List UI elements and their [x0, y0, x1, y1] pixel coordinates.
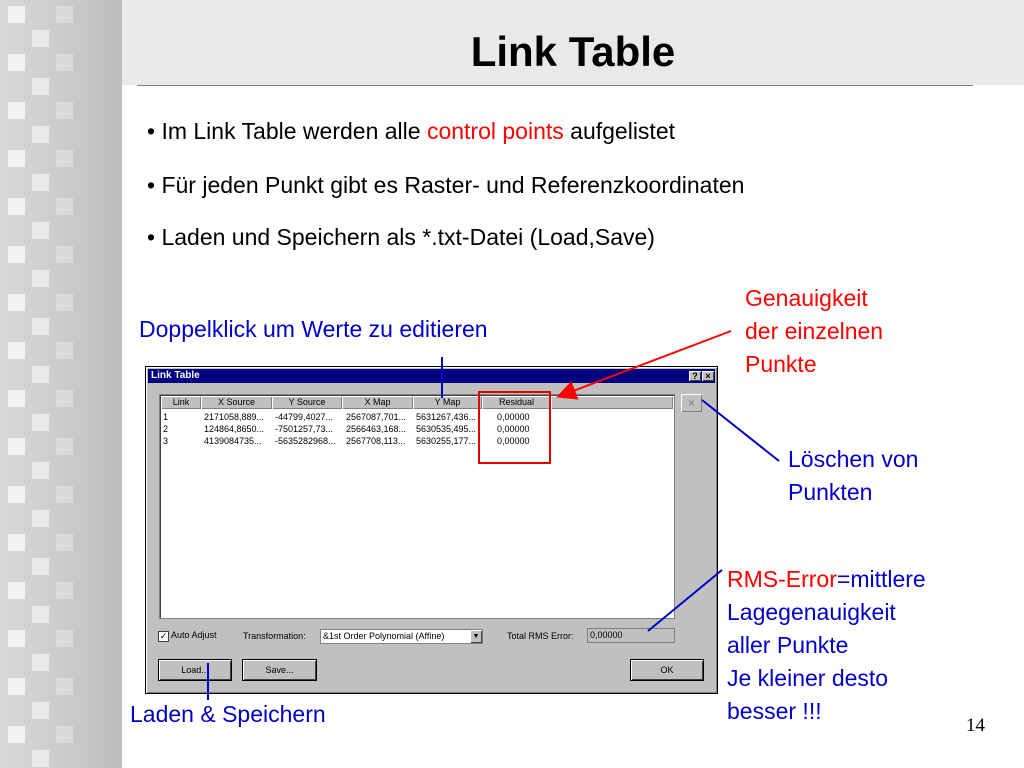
delete-connector: [702, 400, 779, 461]
annotation-line: Punkte: [745, 351, 817, 377]
transformation-label: Transformation:: [243, 631, 306, 641]
delete-icon: ×: [687, 396, 695, 410]
column-header-y-source[interactable]: Y Source: [272, 396, 342, 409]
cell-x-source: 2171058,889...: [204, 412, 265, 422]
cell-residual: 0,00000: [497, 436, 530, 446]
cell-x-source: 4139084735...: [204, 436, 262, 446]
rms-connector: [648, 570, 722, 631]
annotation-line: Punkten: [788, 479, 873, 505]
cell-y-source: -7501257,73...: [275, 424, 334, 434]
bullet-load-save: • Laden und Speichern als *.txt-Datei (Load,Save): [147, 224, 655, 250]
column-header-x-source[interactable]: X Source: [201, 396, 272, 409]
help-button[interactable]: ?: [689, 371, 701, 381]
annotation-line: Genauigkeit: [745, 285, 868, 311]
close-button[interactable]: ×: [702, 371, 714, 381]
column-header-y-map[interactable]: Y Map: [413, 396, 482, 409]
page-number: 14: [966, 715, 985, 736]
cell-residual: 0,00000: [497, 424, 530, 434]
annotation-load-save: Laden & Speichern: [130, 701, 326, 727]
auto-adjust-label: Auto Adjust: [171, 630, 217, 640]
auto-adjust-checkbox[interactable]: ✓: [159, 631, 168, 641]
bullet-coordinates: • Für jeden Punkt gibt es Raster- und Referenzkoordinaten: [147, 172, 745, 198]
save-button[interactable]: Save...: [243, 660, 316, 680]
annotation-line: besser !!!: [727, 698, 822, 724]
bullet-text: • Im Link Table werden alle: [147, 118, 427, 144]
annotation-line: aller Punkte: [727, 632, 849, 658]
accuracy-arrow: [560, 331, 731, 396]
annotation-edit-hint: Doppelklick um Werte zu editieren: [139, 316, 488, 342]
highlight-control-points: control points: [426, 118, 564, 144]
cell-link: 1: [163, 412, 169, 422]
total-rms-label: Total RMS Error:: [507, 631, 574, 641]
ok-button[interactable]: OK: [631, 660, 703, 680]
rms-error-term: RMS-Error: [727, 566, 837, 592]
column-header-x-map[interactable]: X Map: [342, 396, 413, 409]
annotation-text: =mittlere: [836, 566, 926, 592]
cell-x-map: 2567708,113...: [346, 436, 406, 446]
annotation-line: Löschen von: [788, 446, 919, 472]
cell-y-map: 5630255,177...: [416, 436, 477, 446]
annotation-line: Lagegenauigkeit: [727, 599, 896, 625]
dialog-title: Link Table: [151, 370, 200, 381]
cell-x-map: 2566463,168...: [346, 424, 407, 434]
cell-link: 3: [163, 436, 169, 446]
cell-x-source: 124864,8650...: [204, 424, 265, 434]
transformation-value: &1st Order Polynomial (Affine): [323, 631, 445, 641]
chevron-down-icon[interactable]: ▼: [470, 630, 482, 643]
cell-link: 2: [163, 424, 169, 434]
cell-y-map: 5630535,495...: [416, 424, 477, 434]
annotation-line: Je kleiner desto: [727, 665, 889, 691]
annotation-line: der einzelnen: [745, 318, 884, 344]
cell-x-map: 2567087,701...: [346, 412, 407, 422]
slide-title: Link Table: [470, 28, 676, 75]
cell-y-source: -44799,4027...: [275, 412, 334, 422]
cell-y-source: -5635282968...: [275, 436, 336, 446]
total-rms-value: 0,00000: [590, 630, 623, 640]
column-header-link[interactable]: Link: [161, 396, 201, 409]
load-button[interactable]: Load...: [159, 660, 231, 680]
bullet-text: aufgelistet: [563, 118, 676, 144]
column-header-residual[interactable]: Residual: [482, 396, 551, 409]
cell-residual: 0,00000: [497, 412, 530, 422]
cell-y-map: 5631267,436...: [416, 412, 477, 422]
